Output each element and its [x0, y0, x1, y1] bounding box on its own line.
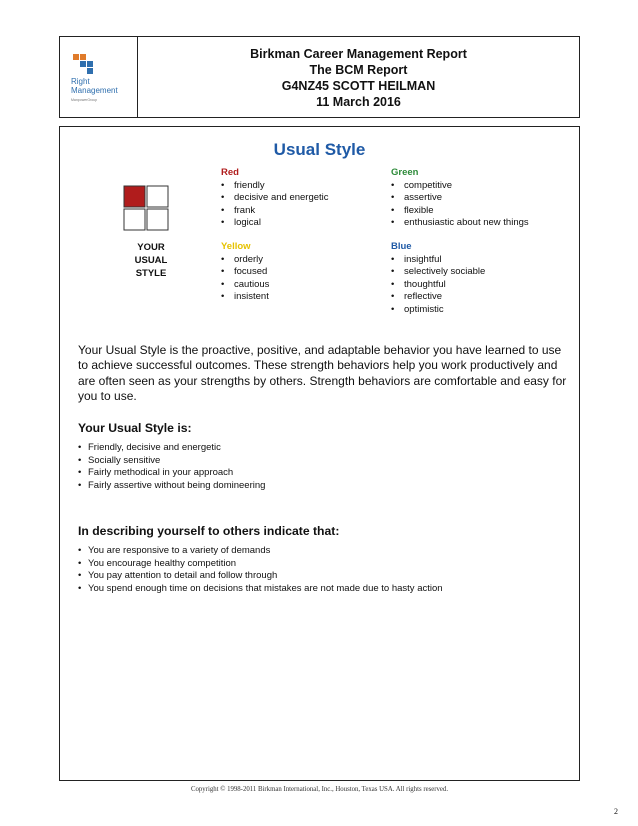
- list-item: • enthusiastic about new things: [391, 217, 529, 230]
- list-item: • reflective: [391, 291, 485, 304]
- style-grid-icon: [123, 185, 169, 231]
- list-item: • Friendly, decisive and energetic: [78, 442, 558, 455]
- list-item: • Fairly assertive without being domineering: [78, 480, 558, 493]
- quadrant-yellow: [221, 241, 269, 304]
- section-heading-usual-style: Your Usual Style is:: [78, 421, 192, 435]
- quadrant-green: [391, 167, 529, 230]
- list-item: • selectively sociable: [391, 266, 485, 279]
- list-item: • insightful: [391, 254, 485, 267]
- report-title: Birkman Career Management Report: [250, 47, 467, 61]
- list-item: • frank: [221, 205, 329, 218]
- list-item: • focused: [221, 266, 269, 279]
- list-item: • friendly: [221, 180, 329, 193]
- quadrant-heading-red: Red: [221, 167, 239, 178]
- list-item: • flexible: [391, 205, 529, 218]
- your-usual-style-label: YOUR USUAL STYLE: [134, 242, 168, 279]
- intro-paragraph: Your Usual Style is the proactive, positive, and adaptable behavior you have learned to use to achieve successful outcomes. These strength behaviors help you work productively and are often seen as your strengths by others. Strength behaviors are comfortable and easy for you to use.: [78, 343, 567, 403]
- list-item: • You pay attention to detail and follow through: [78, 570, 558, 583]
- logo-subtext: ManpowerGroup: [71, 98, 98, 102]
- list-item: • thoughtful: [391, 279, 485, 292]
- report-subtitle: The BCM Report: [309, 63, 408, 77]
- list-item: • optimistic: [391, 304, 485, 317]
- list-item: • assertive: [391, 192, 529, 205]
- list-item: • competitive: [391, 180, 529, 193]
- quadrant-heading-blue: Blue: [391, 241, 412, 252]
- header-text: [138, 46, 579, 110]
- list-item: • orderly: [221, 254, 269, 267]
- section-heading-describing-yourself: In describing yourself to others indicate that:: [78, 524, 340, 538]
- describing-yourself-list: [78, 545, 558, 595]
- list-item: • Fairly methodical in your approach: [78, 467, 558, 480]
- main-content: [59, 126, 580, 781]
- report-subject: G4NZ45 SCOTT HEILMAN: [281, 79, 436, 93]
- logo-cell: [60, 37, 138, 117]
- quadrant-heading-green: Green: [391, 167, 419, 178]
- usual-style-list: [78, 442, 558, 492]
- page-number: 2: [614, 807, 618, 816]
- report-date: 11 March 2016: [316, 95, 401, 109]
- copyright-footer: Copyright © 1998-2011 Birkman International, Inc., Houston, Texas USA. All rights reserved.: [190, 786, 449, 793]
- list-item: • cautious: [221, 279, 269, 292]
- list-item: • You spend enough time on decisions that mistakes are not made due to hasty action: [78, 583, 558, 596]
- list-item: • insistent: [221, 291, 269, 304]
- list-item: • decisive and energetic: [221, 192, 329, 205]
- list-item: • You are responsive to a variety of demands: [78, 545, 558, 558]
- logo-text: Right Management: [71, 77, 118, 95]
- quadrant-heading-yellow: Yellow: [221, 241, 251, 252]
- report-header: [59, 36, 580, 118]
- list-item: • You encourage healthy competition: [78, 558, 558, 571]
- page-title: Usual Style: [273, 140, 366, 159]
- list-item: • logical: [221, 217, 329, 230]
- list-item: • Socially sensitive: [78, 455, 558, 468]
- quadrant-red: [221, 167, 329, 230]
- quadrant-blue: [391, 241, 485, 317]
- right-management-logo-icon: [73, 54, 93, 74]
